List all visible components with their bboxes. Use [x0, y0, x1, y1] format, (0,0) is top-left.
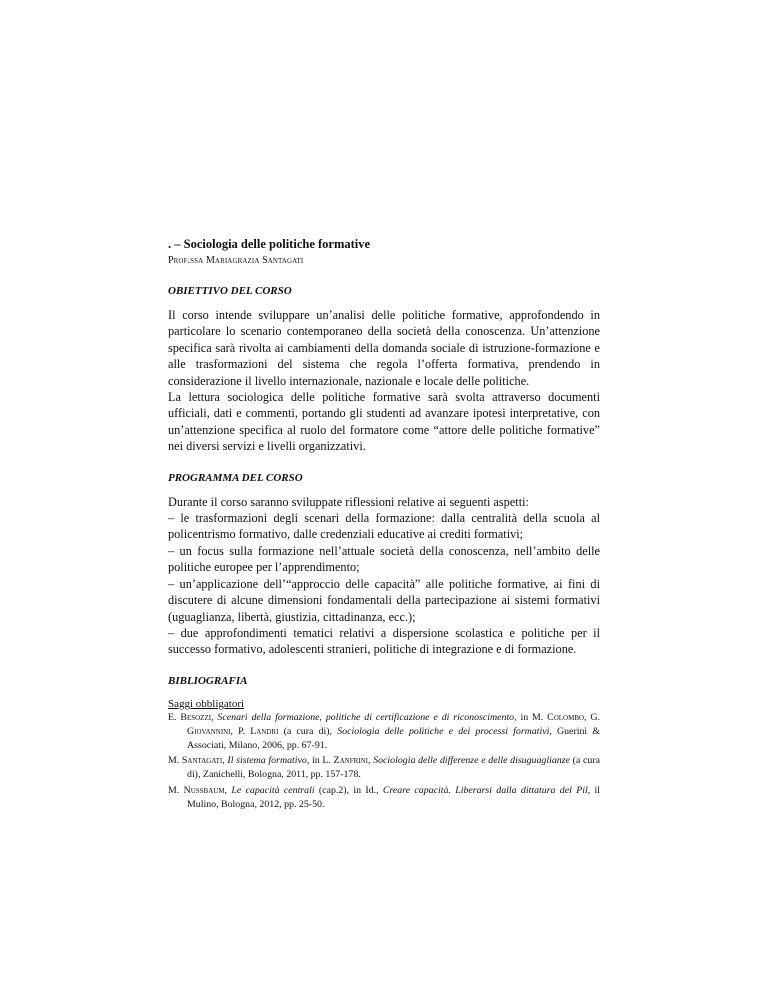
bib-author: M. Nussbaum,: [168, 784, 228, 796]
course-description: [168, 236, 600, 813]
bib-editors: M. Colombo, G. Giovannini, P. Landri: [187, 711, 600, 737]
bibliography-list: [168, 711, 600, 812]
bib-book: Sociologia delle differenze e delle disuguaglianze: [373, 755, 570, 767]
bib-title: Le capacità centrali: [231, 784, 315, 796]
bib-author: E. Besozzi,: [168, 711, 214, 723]
course-title: . – Sociologia delle politiche formative: [168, 237, 371, 251]
objective-paragraph: La lettura sociologica delle politiche formative sarà svolta attraverso documenti ufficiali, dati e commenti, portando gli studenti ad avanzare ipotesi interpretative, con un’attenzione specifica al ruolo del formatore come “attore delle politiche formative” nei diversi servizi e livelli organizzativi.: [168, 390, 600, 454]
programme-intro: Durante il corso saranno sviluppate riflessioni relative ai seguenti aspetti:: [168, 494, 529, 509]
bib-editor-note: (a cura di),: [278, 725, 338, 737]
professor-line: [168, 254, 600, 268]
bib-connector: in: [309, 755, 323, 767]
programme-item: – un’applicazione dell’“approccio delle capacità” alle politiche formative, ai fini di discutere di alcune dimensioni fondamentali della partecipazione ai sistemi formativi (uguaglianza, libertà, giustizia, cittadinanza, ecc.);: [168, 576, 600, 624]
programme-heading: PROGRAMMA DEL CORSO: [168, 471, 303, 484]
objective-paragraph: Il corso intende sviluppare un’analisi delle politiche formative, approfondendo in particolare lo scenario contemporaneo della società della conoscenza. Un’attenzione specifica sarà rivolta ai cambiamenti della domanda sociale di istruzione-formazione e alle trasformazioni del sistema che regola l’offerta formativa, prendendo in considerazione il livello internazionale, nazionale e locale delle politiche.: [168, 308, 600, 388]
bib-connector: in: [516, 711, 533, 723]
bib-publisher: il Mulino, Bologna, 2012, pp. 25-50.: [187, 784, 600, 810]
bib-connector: (cap.2), in Id.,: [314, 784, 383, 796]
programme-item: – due approfondimenti tematici relativi a dispersione scolastica e politiche per il successo formativo, adolescenti stranieri, politiche di integrazione e di formazione.: [168, 625, 600, 657]
programme-item: – le trasformazioni degli scenari della formazione: dalla centralità della scuola al policentrismo formativo, dalle credenziali educative ai crediti formativi;: [168, 511, 600, 542]
bibliography-entry: [168, 754, 600, 782]
bibliography-entry: [168, 711, 600, 753]
bib-editors: L. Zanfrini,: [322, 755, 371, 767]
programme-item: – un focus sulla formazione nell’attuale società della conoscenza, nell’ambito delle politiche europee per l’apprendimento;: [168, 543, 600, 575]
bib-publisher: (a cura di), Zanichelli, Bologna, 2011, pp. 157-178.: [187, 755, 600, 781]
bibliography-entry: [168, 784, 600, 812]
bib-title: Scenari della formazione, politiche di certificazione e di riconoscimento,: [217, 711, 517, 723]
objective-heading: OBIETTIVO DEL CORSO: [168, 285, 292, 297]
bib-book: Creare capacità. Liberarsi dalla dittatura del Pil,: [382, 784, 591, 796]
bib-book: Sociologia delle politiche e dei processi formativi,: [337, 725, 552, 737]
professor-name: Mariagrazia Santagati: [205, 255, 304, 266]
bib-publisher: Guerini & Associati, Milano, 2006, pp. 67-91.: [187, 725, 601, 751]
professor-prefix: Prof.ssa: [168, 255, 204, 266]
bib-author: M. Santagati,: [168, 755, 225, 767]
bibliography-heading: BIBLIOGRAFIA: [168, 674, 248, 687]
bib-title: Il sistema formativo,: [227, 755, 310, 767]
bibliography-subheading: Saggi obbligatori: [168, 697, 245, 710]
